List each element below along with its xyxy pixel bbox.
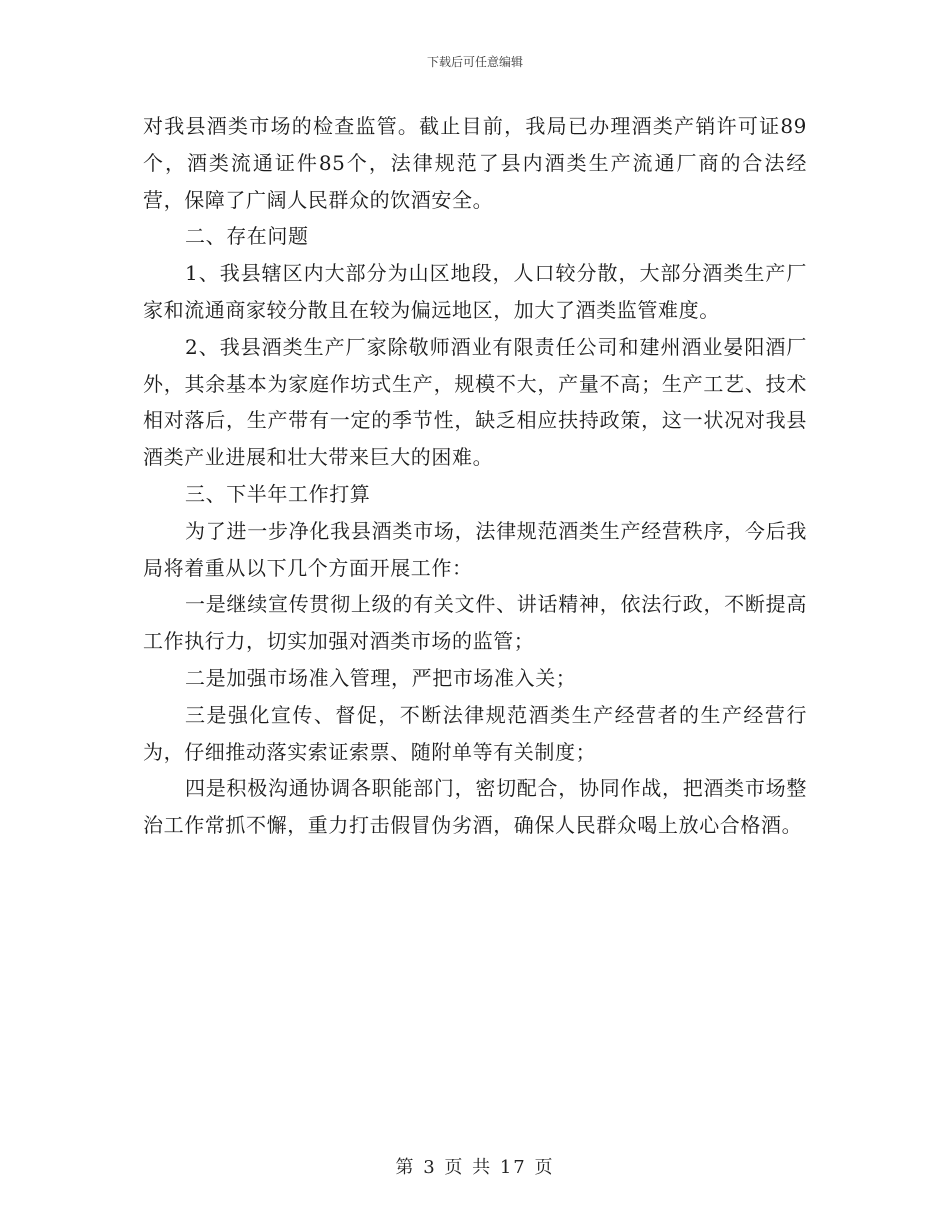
page-header: 下载后可任意编辑 <box>426 55 523 69</box>
paragraph-plan-item-4: 四是积极沟通协调各职能部门，密切配合，协同作战，把酒类市场整治工作常抓不懈，重力打击假冒伪劣酒，确保人民群众喝上放心合格酒。 <box>143 776 807 838</box>
paragraph-plan-item-2: 二是加强市场准入管理，严把市场准入关； <box>185 665 577 690</box>
paragraph-continuation: 对我县酒类市场的检查监管。截止目前，我局已办理酒类产销许可证89个，酒类流通证件85个，法律规范了县内酒类生产流通厂商的合法经营，保障了广阔人民群众的饮酒安全。 <box>143 114 807 212</box>
paragraph-plan-intro: 为了进一步净化我县酒类市场，法律规范酒类生产经营秩序，今后我局将着重从以下几个方面开展工作： <box>143 518 807 580</box>
document-body <box>143 108 807 844</box>
section-heading-plan: 三、下半年工作打算 <box>185 481 371 506</box>
page-number-footer: 第 3 页 共 17 页 <box>395 1157 555 1178</box>
paragraph-problem-1: 1、我县辖区内大部分为山区地段，人口较分散，大部分酒类生产厂家和流通商家较分散且在较为偏远地区，加大了酒类监管难度。 <box>143 261 807 322</box>
section-heading-problems: 二、存在问题 <box>185 224 309 249</box>
paragraph-problem-2: 2、我县酒类生产厂家除敬师酒业有限责任公司和建州酒业晏阳酒厂外，其余基本为家庭作坊式生产，规模不大，产量不高；生产工艺、技术相对落后，生产带有一定的季节性，缺乏相应扶持政策，这一状况对我县酒类产业进展和壮大带来巨大的困难。 <box>143 334 807 470</box>
paragraph-plan-item-3: 三是强化宣传、督促，不断法律规范酒类生产经营者的生产经营行为，仔细推动落实索证索票、随附单等有关制度； <box>143 702 807 764</box>
paragraph-plan-item-1: 一是继续宣传贯彻上级的有关文件、讲话精神，依法行政，不断提高工作执行力，切实加强对酒类市场的监管； <box>143 592 807 654</box>
